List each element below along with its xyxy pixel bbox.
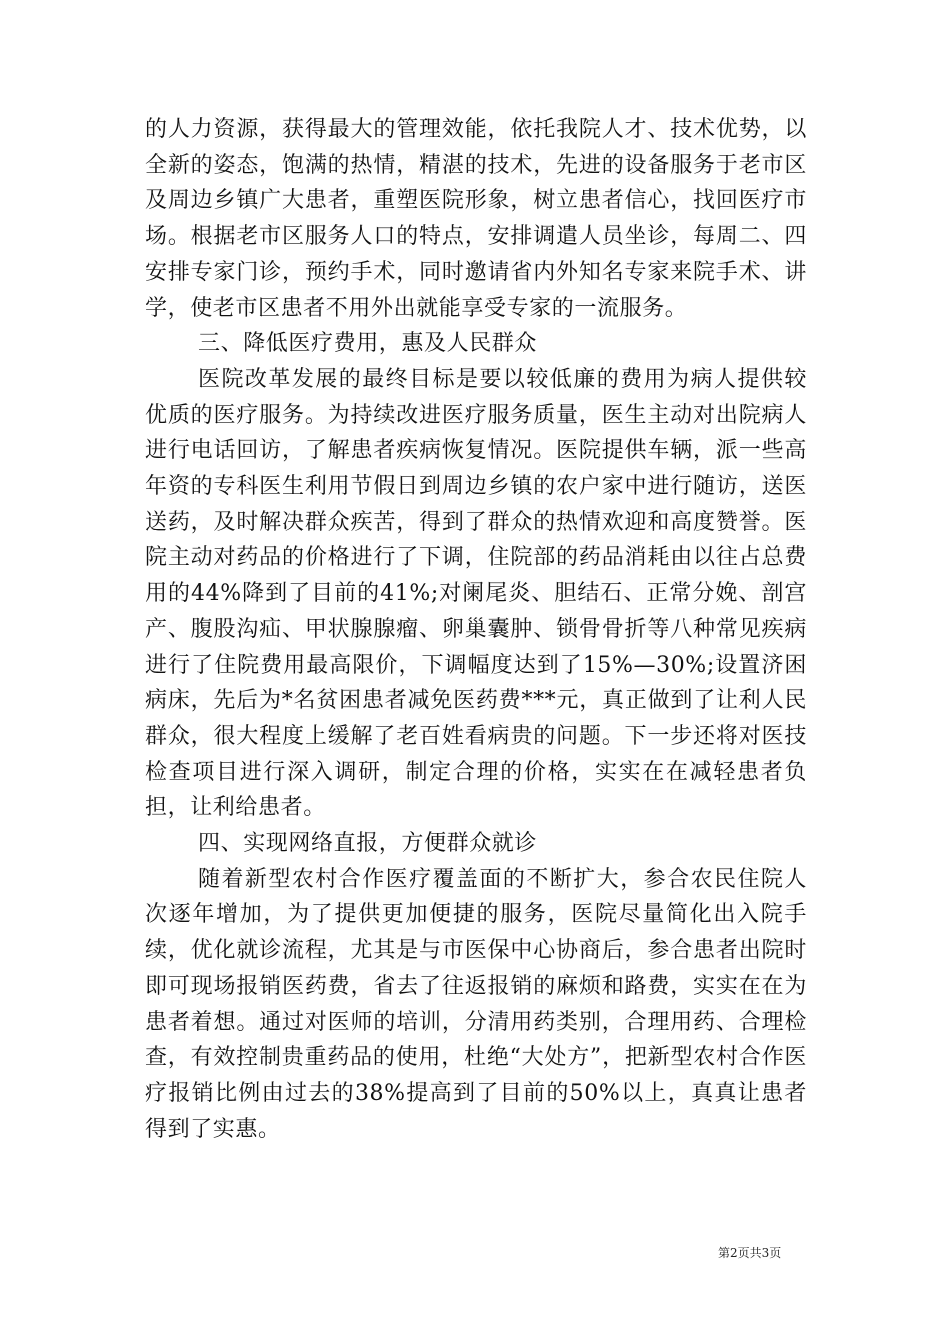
page-number: 第2页共3页 [718,1246,782,1260]
paragraph-continuation: 的人力资源，获得最大的管理效能，依托我院人才、技术优势，以全新的姿态，饱满的热情，精湛的技术，先进的设备服务于老市区及周边乡镇广大患者，重塑医院形象，树立患者信心，找回医疗市场。根据老市区服务人口的特点，安排调遣人员坐诊，每周二、四安排专家门诊，预约手术，同时邀请省内外知名专家来院手术、讲学，使老市区患者不用外出就能享受专家的一流服务。 [145,117,807,321]
section-heading-3: 三、降低医疗费用，惠及人民群众 [198,331,538,357]
paragraph-section-4: 随着新型农村合作医疗覆盖面的不断扩大，参合农民住院人次逐年增加，为了提供更加便捷的服务，医院尽量简化出入院手续，优化就诊流程，尤其是与市医保中心协商后，参合患者出院时即可现场报销医药费，省去了往返报销的麻烦和路费，实实在在为患者着想。通过对医师的培训，分清用药类别，合理用药、合理检查，有效控制贵重药品的使用，杜绝“大处方”，把新型农村合作医疗报销比例由过去的38%提高到了目前的50%以上，真真让患者得到了实惠。 [145,866,807,1142]
paragraph-section-3: 医院改革发展的最终目标是要以较低廉的费用为病人提供较优质的医疗服务。为持续改进医疗服务质量，医生主动对出院病人进行电话回访，了解患者疾病恢复情况。医院提供车辆，派一些高年资的专科医生利用节假日到周边乡镇的农户家中进行随访，送医送药，及时解决群众疾苦，得到了群众的热情欢迎和高度赞誉。医院主动对药品的价格进行了下调，住院部的药品消耗由以往占总费用的44%降到了目前的41%;对阑尾炎、胆结石、正常分娩、剖宫产、腹股沟疝、甲状腺腺瘤、卵巢囊肿、锁骨骨折等八种常见疾病进行了住院费用最高限价，下调幅度达到了15%—30%;设置济困病床，先后为*名贫困患者减免医药费***元，真正做到了让利人民群众，很大程度上缓解了老百姓看病贵的问题。下一步还将对医技检查项目进行深入调研，制定合理的价格，实实在在减轻患者负担，让利给患者。 [145,366,807,821]
document-body [145,112,807,1147]
section-heading-4: 四、实现网络直报，方便群众就诊 [198,831,538,857]
